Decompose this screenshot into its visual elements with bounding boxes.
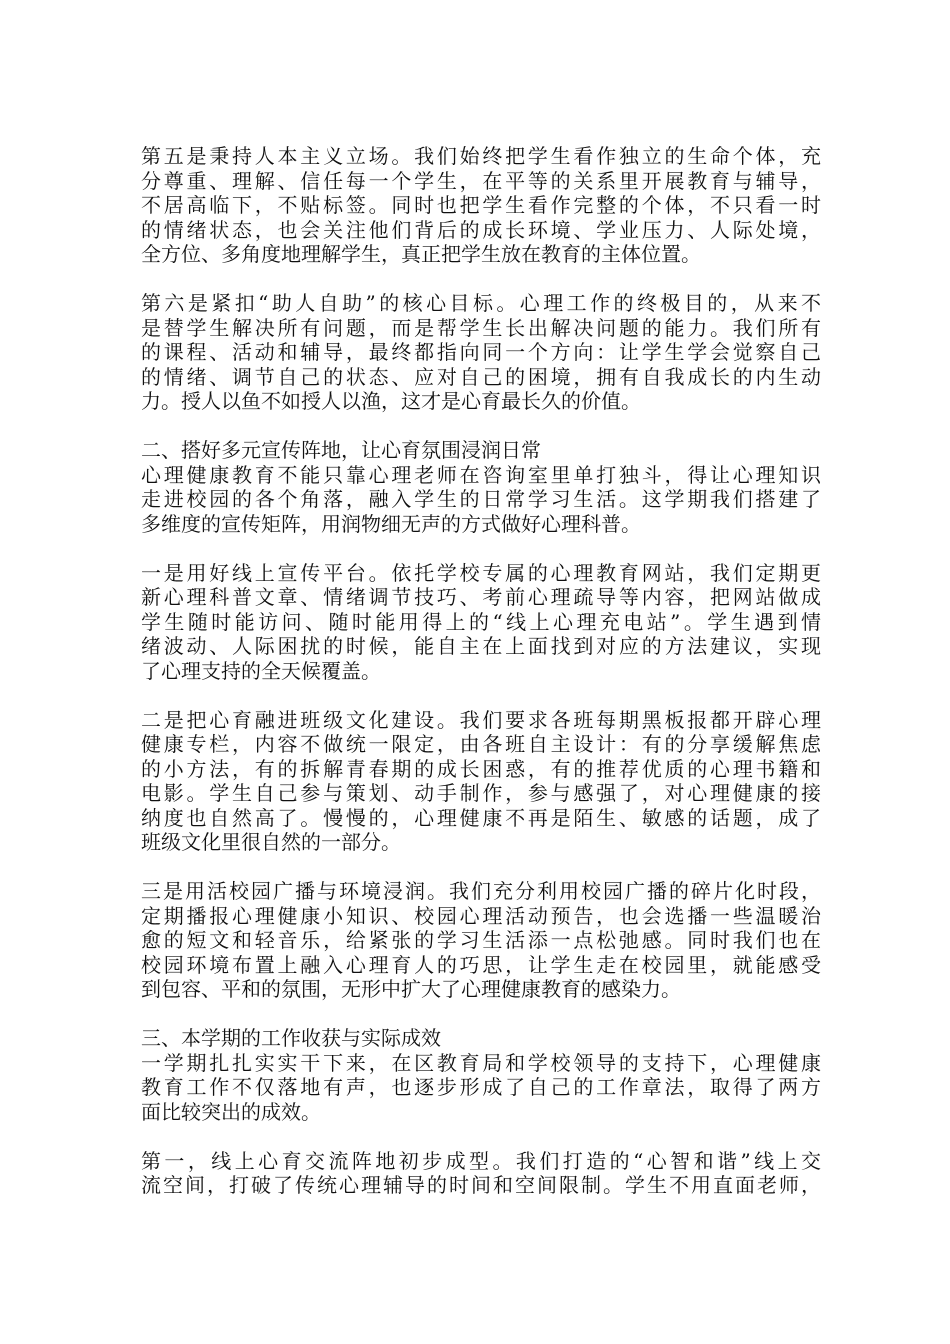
paragraph-online-platform [141,561,821,684]
paragraph-gap [141,267,821,292]
text-line: 学生随时能访问、随时能用得上的“线上心理充电站”。学生遇到情 [141,609,821,634]
text-line: 流空间，打破了传统心理辅导的时间和空间限制。学生不用直面老师， [141,1173,821,1197]
paragraph-gap [141,1124,821,1149]
paragraph-campus-broadcast [141,879,821,1002]
text-line: 的情绪状态，也会关注他们背后的成长环境、学业压力、人际处境， [141,217,821,242]
text-line: 全方位、多角度地理解学生，真正把学生放在教育的主体位置。 [141,242,701,266]
text-line: 纳度也自然高了。慢慢的，心理健康不再是陌生、敏感的话题，成了 [141,805,821,830]
paragraph-gap [141,414,821,439]
text-line: 定期播报心理健康小知识、校园心理活动预告，也会选播一些温暖治 [141,903,821,928]
text-line: 不居高临下，不贴标签。同时也把学生看作完整的个体，不只看一时 [141,193,821,217]
text-line: 第一，线上心育交流阵地初步成型。我们打造的“心智和谐”线上交 [141,1148,821,1173]
text-line: 教育工作不仅落地有声，也逐步形成了自己的工作章法，取得了两方 [141,1075,821,1099]
text-line: 走进校园的各个角落，融入学生的日常学习生活。这学期我们搭建了 [141,487,821,511]
paragraph-gap [141,683,821,708]
text-line: 到包容、平和的氛围，无形中扩大了心理健康教育的感染力。 [141,977,681,1001]
paragraph-self-help-goal [141,291,821,414]
text-line: 了心理支持的全天候覆盖。 [141,658,381,683]
paragraph-class-culture [141,708,821,855]
section-three [141,1026,821,1124]
text-line: 第六是紧扣“助人自助”的核心目标。心理工作的终极目的，从来不 [141,291,821,315]
text-line: 的小方法，有的拆解青春期的成长困惑，有的推荐优质的心理书籍和 [141,756,821,781]
text-line: 新心理科普文章、情绪调节技巧、考前心理疏导等内容，把网站做成 [141,585,821,609]
text-line: 电影。学生自己参与策划、动手制作，参与感强了，对心理健康的接 [141,781,821,805]
text-line: 力。授人以鱼不如授人以渔，这才是心育最长久的价值。 [141,389,641,413]
text-line: 面比较突出的成效。 [141,1099,321,1124]
text-line: 是替学生解决所有问题，而是帮学生长出解决问题的能力。我们所有 [141,315,821,340]
text-line: 绪波动、人际困扰的时候，能自主在上面找到对应的方法建议，实现 [141,634,821,658]
text-line: 第五是秉持人本主义立场。我们始终把学生看作独立的生命个体，充 [141,144,821,168]
paragraph-gap [141,1002,821,1027]
paragraph-gap [141,855,821,880]
document-page [141,144,821,1198]
text-line: 愈的短文和轻音乐，给紧张的学习生活添一点松弛感。同时我们也在 [141,928,821,952]
paragraph-online-exchange [141,1149,821,1198]
text-line: 分尊重、理解、信任每一个学生，在平等的关系里开展教育与辅导， [141,168,821,193]
section-heading: 二、搭好多元宣传阵地，让心育氛围浸润日常 [141,438,541,462]
text-line: 心理健康教育不能只靠心理老师在咨询室里单打独斗，得让心理知识 [141,462,821,487]
text-line: 一是用好线上宣传平台。依托学校专属的心理教育网站，我们定期更 [141,560,821,585]
text-line: 的情绪、调节自己的状态、应对自己的困境，拥有自我成长的内生动 [141,364,821,389]
section-two [141,438,821,536]
text-line: 多维度的宣传矩阵，用润物细无声的方式做好心理科普。 [141,511,641,536]
text-line: 一学期扎扎实实干下来，在区教育局和学校领导的支持下，心理健康 [141,1050,821,1075]
text-line: 三是用活校园广播与环境浸润。我们充分利用校园广播的碎片化时段， [141,879,821,903]
paragraph-gap [141,536,821,561]
text-line: 校园环境布置上融入心理育人的巧思，让学生走在校园里，就能感受 [141,952,821,977]
text-line: 健康专栏，内容不做统一限定，由各班自主设计：有的分享缓解焦虑 [141,732,821,756]
text-line: 的课程、活动和辅导，最终都指向同一个方向：让学生学会觉察自己 [141,340,821,364]
paragraph-humanism [141,144,821,267]
section-heading: 三、本学期的工作收获与实际成效 [141,1026,441,1050]
text-line: 班级文化里很自然的一部分。 [141,830,401,854]
text-line: 二是把心育融进班级文化建设。我们要求各班每期黑板报都开辟心理 [141,707,821,732]
